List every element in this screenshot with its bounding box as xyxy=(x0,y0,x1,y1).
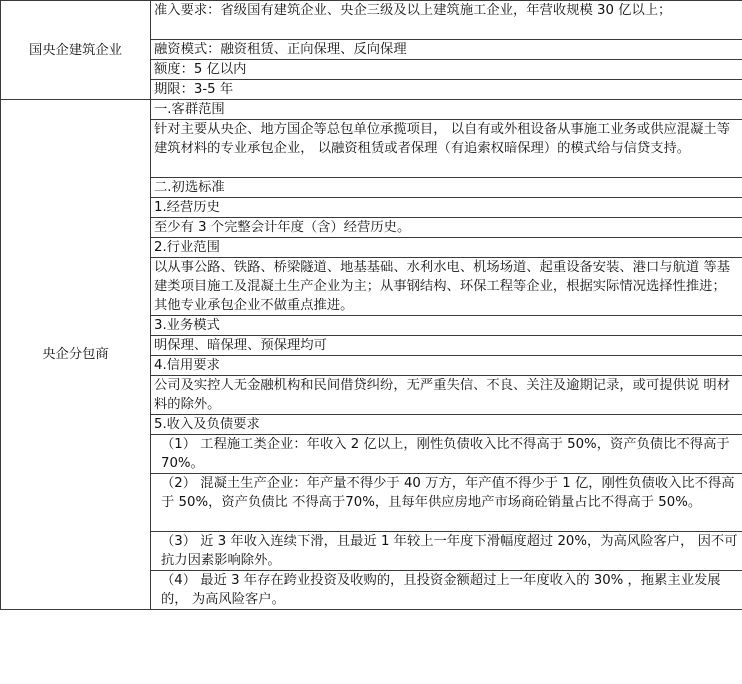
paragraph-cell: 针对主要从央企、地方国企等总包单位承揽项目， 以自有或外租设备从事施工业务或供应混凝土等建筑材料的专业承包企业， 以融资租赁或者保理（有追索权暗保理）的模式给与信贷支持。 xyxy=(151,120,742,178)
financing-mode-cell: 融资模式：融资租赁、正向保理、反向保理 xyxy=(151,40,742,60)
subsection-heading: 2.行业范围 xyxy=(151,238,742,258)
subsection-heading: 4.信用要求 xyxy=(151,356,742,376)
term-cell: 期限：3-5 年 xyxy=(151,80,742,100)
category-label: 央企分包商 xyxy=(42,347,109,362)
category-cell-2 xyxy=(1,100,151,610)
category-cell-1 xyxy=(1,1,151,100)
requirement-cell: 准入要求：省级国有建筑企业、央企三级及以上建筑施工企业，年营收规模 30 亿以上； xyxy=(151,1,742,40)
paragraph-cell: （4） 最近 3 年存在跨业投资及收购的，且投资金额超过上一年度收入的 30% ，拖累主业发展的， 为高风险客户。 xyxy=(151,571,742,610)
paragraph-cell: 公司及实控人无金融机构和民间借贷纠纷，无严重失信、不良、关注及逾期记录，或可提供说 明材料的除外。 xyxy=(151,376,742,415)
paragraph-cell: （3） 近 3 年收入连续下滑，且最近 1 年较上一年度下滑幅度超过 20%，为高风险客户， 因不可 抗力因素影响除外。 xyxy=(151,532,742,571)
section-heading: 一.客群范围 xyxy=(151,100,742,120)
table-row xyxy=(1,1,742,40)
category-label: 国央企建筑企业 xyxy=(28,42,123,58)
paragraph-cell: （2） 混凝土生产企业：年产量不得少于 40 万方，年产值不得少于 1 亿，刚性负债收入比不得高于 50%，资产负债比 不得高于70%，且每年供应房地产市场商砼销量占比不得高于 50%。 xyxy=(151,474,742,532)
paragraph-cell: 以从事公路、铁路、桥梁隧道、地基基础、水利水电、机场场道、起重设备安装、港口与航道 等基建类项目施工及混凝土生产企业为主；从事钢结构、环保工程等企业，根据实际情况选择性推进；其他专业承包企业不做重点推进。 xyxy=(151,258,742,316)
section-heading: 二.初选标准 xyxy=(151,178,742,198)
subsection-heading: 3.业务模式 xyxy=(151,316,742,336)
subsection-heading: 5.收入及负债要求 xyxy=(151,415,742,435)
table-row xyxy=(1,100,742,120)
paragraph-cell: 明保理、暗保理、预保理均可 xyxy=(151,336,742,356)
paragraph-cell: 至少有 3 个完整会计年度（含）经营历史。 xyxy=(151,218,742,238)
paragraph-cell: （1） 工程施工类企业：年收入 2 亿以上，刚性负债收入比不得高于 50%，资产负债比不得高于 70%。 xyxy=(151,435,742,474)
subsection-heading: 1.经营历史 xyxy=(151,198,742,218)
amount-cell: 额度：5 亿以内 xyxy=(151,60,742,80)
